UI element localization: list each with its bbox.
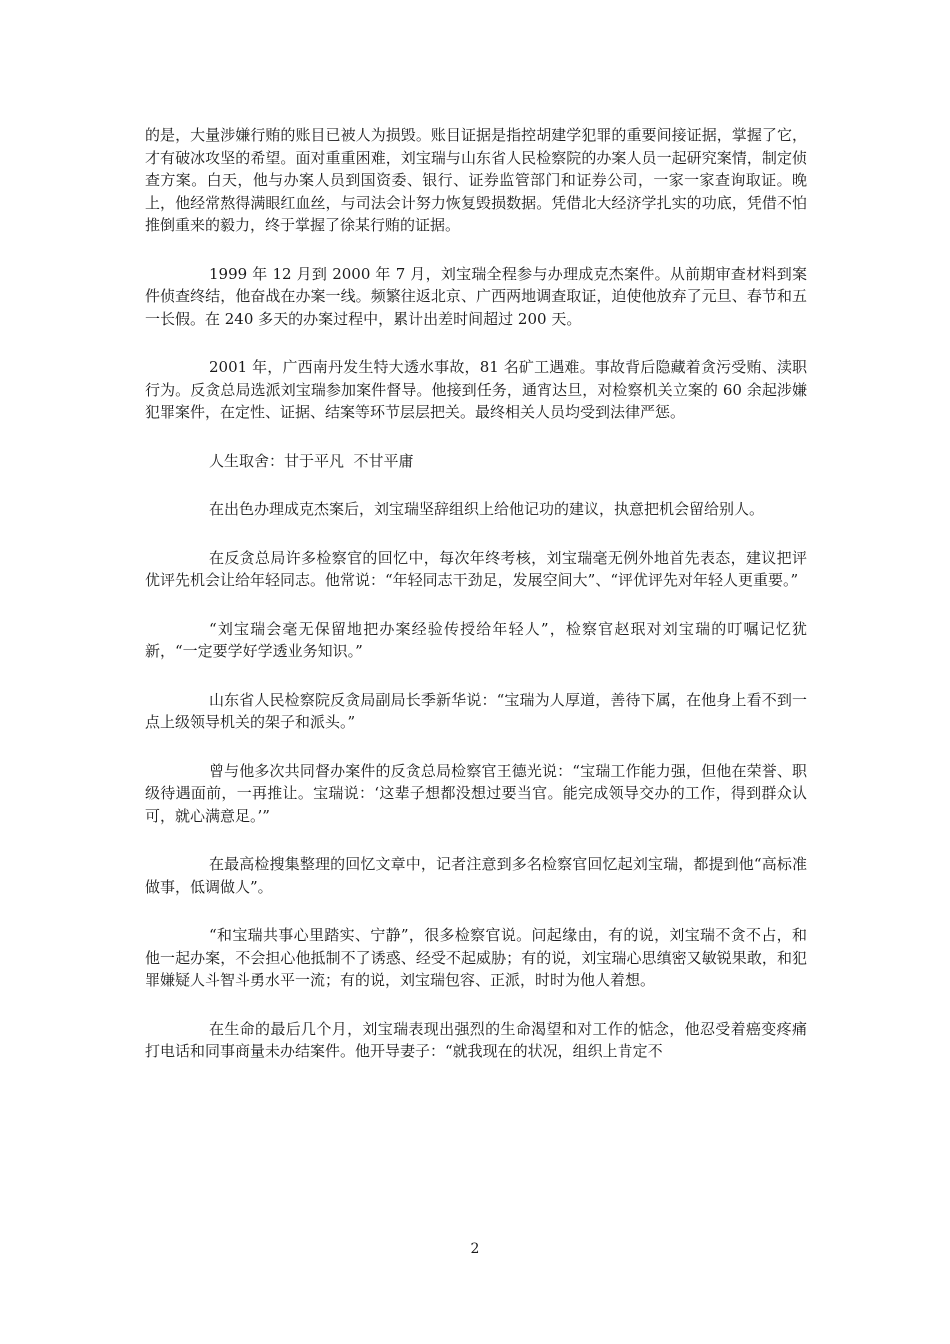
paragraph: 1999 年 12 月到 2000 年 7 月，刘宝瑞全程参与办理成克杰案件。从前期审查材料到案件侦查终结，他奋战在办案一线。频繁往返北京、广西两地调查取证，迫使他放弃了元旦、春节和五一长假。在 240 多天的办案过程中，累计出差时间超过 200 天。 bbox=[145, 264, 807, 328]
paragraph: 2001 年，广西南丹发生特大透水事故，81 名矿工遇难。事故背后隐藏着贪污受贿、渎职行为。反贪总局选派刘宝瑞参加案件督导。他接到任务，通宵达旦，对检察机关立案的 60 余起涉嫌犯罪案件，在定性、证据、结案等环节层层把关。最终相关人员均受到法律严惩。 bbox=[145, 358, 807, 421]
paragraph: “刘宝瑞会毫无保留地把办案经验传授给年轻人”，检察官赵珉对刘宝瑞的叮嘱记忆犹新，“一定要学好学透业务知识。” bbox=[145, 619, 807, 660]
paragraph: 在出色办理成克杰案后，刘宝瑞坚辞组织上给他记功的建议，执意把机会留给别人。 bbox=[209, 500, 765, 518]
paragraph: 曾与他多次共同督办案件的反贪总局检察官王德光说：“宝瑞工作能力强，但他在荣誉、职级待遇面前，一再推让。宝瑞说：‘这辈子想都没想过要当官。能完成领导交办的工作，得到群众认可，就心满意足。’” bbox=[145, 761, 807, 825]
section-heading: 人生取舍：甘于平凡 不甘平庸 bbox=[209, 451, 414, 470]
paragraph: 在反贪总局许多检察官的回忆中，每次年终考核，刘宝瑞毫无例外地首先表态，建议把评优评先机会让给年轻同志。他常说：“年轻同志干劲足，发展空间大”、“评优评先对年轻人更重要。” bbox=[145, 548, 807, 589]
paragraph: 在生命的最后几个月，刘宝瑞表现出强烈的生命渴望和对工作的惦念，他忍受着癌变疼痛打电话和同事商量未办结案件。他开导妻子：“就我现在的状况，组织上肯定不 bbox=[145, 1019, 807, 1060]
paragraph: “和宝瑞共事心里踏实、宁静”，很多检察官说。问起缘由，有的说，刘宝瑞不贪不占，和他一起办案，不会担心他抵制不了诱惑、经受不起威胁；有的说，刘宝瑞心思缜密又敏锐果敢，和犯罪嫌疑人斗智斗勇水平一流；有的说，刘宝瑞包容、正派，时时为他人着想。 bbox=[145, 926, 807, 989]
paragraph: 的是，大量涉嫌行贿的账目已被人为损毁。账目证据是指控胡建学犯罪的重要间接证据，掌握了它，才有破冰攻坚的希望。面对重重困难，刘宝瑞与山东省人民检察院的办案人员一起研究案情，制定侦查方案。白天，他与办案人员到国资委、银行、证券监管部门和证券公司，一家一家查询取证。晚上，他经常熬得满眼红血丝，与司法会计努力恢复毁损数据。凭借北大经济学扎实的功底，凭借不怕推倒重来的毅力，终于掌握了徐某行贿的证据。 bbox=[145, 126, 807, 234]
body-text bbox=[145, 124, 807, 1089]
paragraph: 山东省人民检察院反贪局副局长季新华说：“宝瑞为人厚道，善待下属，在他身上看不到一点上级领导机关的架子和派头。” bbox=[145, 690, 807, 731]
page-number: 2 bbox=[470, 1241, 480, 1257]
paragraph: 在最高检搜集整理的回忆文章中，记者注意到多名检察官回忆起刘宝瑞，都提到他“高标准做事，低调做人”。 bbox=[145, 855, 807, 896]
